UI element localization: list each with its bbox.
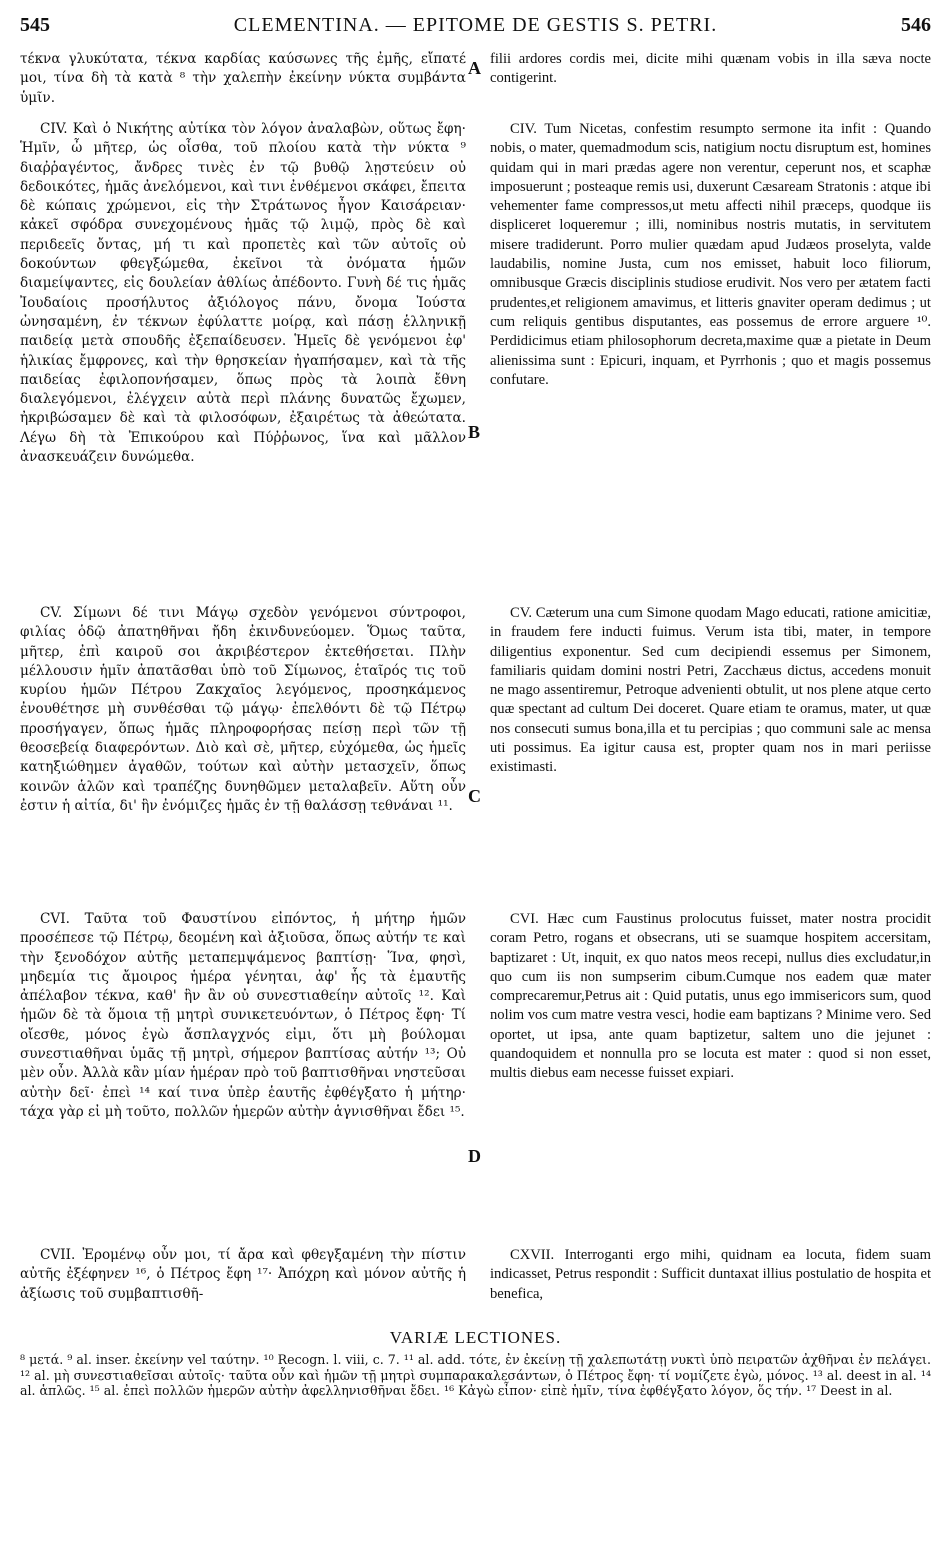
greek-paragraph-civ: CIV. Καὶ ὁ Νικήτης αὐτίκα τὸν λόγον ἀναλαβὼν, οὕτως ἔφη· Ἡμῖν, ὦ μῆτερ, ὡς οἶσθα, τοῦ πλοίου κατὰ τὴν νύκτα ⁹ διαῤῥαγέντος, ἄνδρες τινὲς ἐν τῷ βυθῷ λῃστεύειν οὐ δεδοικότες, ἡμᾶς ἀνελόμενοι, καὶ τινι ἐνθέμενοι σκάφει, ἔπειτα δὲ κώπαις χρώμενοι, εἰς τὴν Στράτωνος ἦγον Καισάρειαν· κἀκεῖ σφόδρα συνεχομένους ἡμᾶς τῷ λιμῷ, πρὸς δὲ καὶ περιδεεῖς ὄντας, μή τι καὶ προπετὲς καὶ τῶν αὐτοῖς οὐ δοκούντων φθεγξώμεθα, ἐκεῖνοι τὰ ὀνόματα ἡμῶν διαμείψαντες, εἰς δουλείαν ἀθλίως ἀπέδοντο. Γυνὴ δέ τις ἡμᾶς Ἰουδαίοις προσήλυτος ἀξιόλογος πάνυ, ὄνομα Ἰούστα ὠνησαμένη, ἐν τέκνων ἐφύλαττε μοίρᾳ, καὶ πάσῃ ἑλληνικῇ παιδείᾳ μετὰ σπουδῆς ἐξεπαίδευσεν. Ἡμεῖς δὲ γενόμενοι ἐφ' ἡλικίας ἔμφρονες, καὶ τὴν θρησκείαν ἠγαπήσαμεν, καὶ τὰ τῆς παιδείας ἐφιλοπονήσαμεν, ὅπως πρὸς τὰ λοιπὰ ἔθνη διαλεγόμενοι, ἐλέγχειν αὐτὰ περὶ πλάνης δυνατῶς ἔχωμεν, ἠκριβώσαμεν δὲ καὶ τὰ φιλοσόφων, ἐξαιρέτως τὰ ἀθεώτατα. Λέγω δὴ τὰ Ἐπικούρου καὶ Πύῤῥωνος, ἵνα καὶ μᾶλλον ἀνασκευάζειν δυνώμεθα. (20, 121, 466, 466)
two-column-body (20, 50, 931, 1320)
margin-letter-d: D (468, 1146, 481, 1166)
margin-letter-a: A (468, 58, 481, 78)
variae-title: VARIÆ LECTIONES. (389, 1328, 562, 1347)
latin-paragraph-cv: CV. Cæterum una cum Simone quodam Mago educati, ratione amicitiæ, in fraudem fere inducti fuimus. Verum ista tibi, mater, in tempore diligentius exponentur. Sed cum decipiendi essemus per Simonem, familiaris quidam domini nostri Petri, Zacchæus dictus, accedens monuit ne mago assentiremur, Petroque advenienti obtulit, ut nos plene atque certo quæ spectant ad cultum Dei doceret. Quare etiam te oramus, mater, ut quæ nos consecuti sumus bona,illa et tu percipias ; quo communi sale ac mensa uti possimus. Ea igitur causa est, propter quam nos in mari periisse existimasti. (490, 605, 931, 776)
greek-paragraph-cv: CV. Σίμωνι δέ τινι Μάγῳ σχεδὸν γενόμενοι σύντροφοι, φιλίας ὁδῷ ἀπατηθῆναι ἤδη ἐκινδυνεύομεν. Ὅμως ταῦτα, μῆτερ, ἐπὶ καιροῦ σοι ἀκριβέστερον ἐκτεθήσεται. Πλὴν μέλλουσιν ἡμῖν ἀπατᾶσθαι ὑπὸ τοῦ Σίμωνος, ἑταῖρός τις τοῦ κυρίου ἡμῶν Πέτρου Ζακχαῖος λεγόμενος, προσηκάμενος ἐνουθέτησε μὴ συνθέσθαι τῷ μάγῳ· ἐπελθόντι δὲ τῷ Πέτρῳ προσήγαγεν, ὅπως ἡμᾶς πληροφορήσας πείσῃ περὶ τῶν τῇ θεοσεβείᾳ διαφερόντων. Διὸ καὶ σὲ, μῆτερ, εὐχόμεθα, ὡς ἡμεῖς κατηξιώθημεν ἀγαθῶν, τούτων καὶ αὐτὴν μετασχεῖν, ὅπως κοινῶν ἁλῶν καὶ τραπέζης δυνηθῶμεν μεταλαβεῖν. Αὕτη οὖν ἐστιν ἡ αἰτία, δι' ἣν ἐνόμιζες ἡμᾶς ἐν τῇ θαλάσσῃ τεθνάναι ¹¹. (20, 605, 466, 814)
greek-paragraph-cvi: CVI. Ταῦτα τοῦ Φαυστίνου εἰπόντος, ἡ μήτηρ ἡμῶν προσέπεσε τῷ Πέτρῳ, δεομένη καὶ ἀξιοῦσα, ὅπως αὐτήν τε καὶ τὴν ξενοδόχον αὐτῆς μεταπεμψάμενος βαπτίσῃ· Ἵνα, φησὶ, μηδεμία τις ἄμοιρος ἡμέρα γένηται, ἀφ' ἧς τὰ ἐμαυτῆς ἀπέλαβον τέκνα, καθ' ἣν ἂν οὐ συνεστιαθείην αὐτοῖς ¹². Καὶ ἡμῶν δὲ τὰ ὅμοια τῇ μητρὶ συνικετευόντων, ὁ Πέτρος ἔφη· Τί οἴεσθε, μόνος ἐγὼ ἄσπλαγχνός εἰμι, ὅτι μὴ βούλομαι συνεστιαθῆναι ὑμᾶς τῇ μητρὶ, σήμερον βαπτίσας αὐτήν ¹³; Οὐ μὲν οὖν. Ἀλλὰ κἂν μίαν ἡμέραν πρὸ τοῦ βαπτισθῆναι νηστεῦσαι αὐτὴν δεῖ· ἐπεὶ ¹⁴ καί τινα ὑπὲρ ἑαυτῆς ἐφθέγξατο ἡ μήτηρ· τάχα γὰρ εἰ μὴ τοῦτο, πολλῶν ἡμερῶν αὐτὴν ἁγνισθῆναι ἔδει ¹⁵. (20, 911, 466, 1120)
latin-paragraph-cvi: CVI. Hæc cum Faustinus prolocutus fuisset, mater nostra procidit coram Petro, rogans et obsecrans, uti se suamque hospitem accersitam, baptizaret : Ut, inquit, ex quo natos meos recepi, nullus dies excludatur,in quo cum iis non sumpserim cibum.Cumque nos eadem quæ mater comprecaremur,Petrus ait : Quid putatis, unus ego immisericors sum, quod nolim vos cum matre vestra vesci, hodie eam baptizans ? Minime vero. Sed oportet, ut ipsa, ante quam baptizetur, saltem uno die jejunet : quandoquidem et nonnulla pro se locuta est mater : quod si non esset, multis diebus eam necesse fuisset expiari. (490, 911, 931, 1082)
margin-letter-c: C (468, 786, 481, 806)
greek-paragraph-intro: τέκνα γλυκύτατα, τέκνα καρδίας καύσωνες τῆς ἐμῆς, εἴπατέ μοι, τίνα δὴ τὰ κατὰ ⁸ τὴν χαλεπὴν ἐκείνην νύκτα συμβάντα ὑμῖν. (20, 51, 466, 106)
running-title: CLEMENTINA. — EPITOME DE GESTIS S. PETRI. (233, 14, 718, 36)
right-page-number: 546 (901, 14, 931, 36)
latin-paragraph-intro: filii ardores cordis mei, dicite mihi quænam vobis in illa sæva nocte contigerint. (490, 51, 931, 87)
latin-paragraph-cxvii: CXVII. Interroganti ergo mihi, quidnam ea locuta, fidem suam indicasset, Petrus respondit : Sufficit duntaxat illius postulatio de hospita et benefica, (490, 1247, 931, 1302)
margin-letter-b: B (468, 422, 481, 442)
variae-text: ⁸ μετά. ⁹ al. inser. ἐκείνην vel ταύτην. ¹⁰ Recogn. l. viii, c. 7. ¹¹ al. add. τότε, ἐν ἐκείνῃ τῇ χαλεπωτάτῃ νυκτὶ ὑπὸ πειρατῶν ἀχθῆναι ἐν πελάγει. ¹² al. μὴ συνεστιαθεῖσαι αὐτοῖς· ταῦτα οὖν καὶ ἡμῶν τῇ μητρὶ συμπαρακαλεσάντων, ὁ Πέτρος ἔφη· τί νομίζετε ἐγὼ, μόνος. ¹³ al. deest in al. ¹⁴ al. ἁπλῶς. ¹⁵ al. ἐπεὶ πολλῶν ἡμερῶν αὐτὴν ἀφελληνισθῆναι ἔδει. ¹⁶ Κἀγὼ εἶπον· εἰπὲ ἡμῖν, τίνα ἐφθέγξατο λόγον, ὅς τήν. ¹⁷ Deest in al. (20, 1352, 931, 1398)
variae-lectiones (20, 1328, 931, 1399)
left-page-number: 545 (20, 14, 50, 36)
latin-paragraph-civ: CIV. Tum Nicetas, confestim resumpto sermone ita infit : Quando nobis, o mater, quemadmodum scis, natigium noctu disruptum est, homines quidam qui in mari prædas agere non verentur, ceperunt nos, et scaphæ imposuerunt ; posteaque remis usi, duxerunt Cæsaream Stratonis : atque ibi vehementer fame compressos,ut metu affecti nihil præceps, quodque iis displiceret loqueremur ; illi, nominibus nostris mutatis, in servitutem misere tradiderunt. Porro mulier quædam apud Judæos proselyta, valde laudabilis, nomine Justa, cum nos emisset, habuit loco filiorum, omnibusque Græcis disciplinis studiose erudivit. Nos vero per ætatem facti prudentes,et religionem amavimus, et litteris gnaviter operam dedimus ; ut cum reliquis gentibus disputantes, eas possemus de errore arguere ¹⁰. Perdidicimus etiam philosophorum decreta,maxime quæ a pietate in Deum alienissima sunt : Epicuri, inquam, et Pyrrhonis ; quo et magis possemus confutare. (490, 121, 931, 388)
greek-paragraph-cvii: CVII. Ἐρομένῳ οὖν μοι, τί ἄρα καὶ φθεγξαμένη τὴν πίστιν αὐτῆς ἐξέφηνεν ¹⁶, ὁ Πέτρος ἔφη ¹⁷· Ἀπόχρη καὶ μόνον αὐτῆς ἡ ἀξίωσις τοῦ συμβαπτισθῆ- (20, 1247, 466, 1302)
page-header (20, 14, 931, 44)
